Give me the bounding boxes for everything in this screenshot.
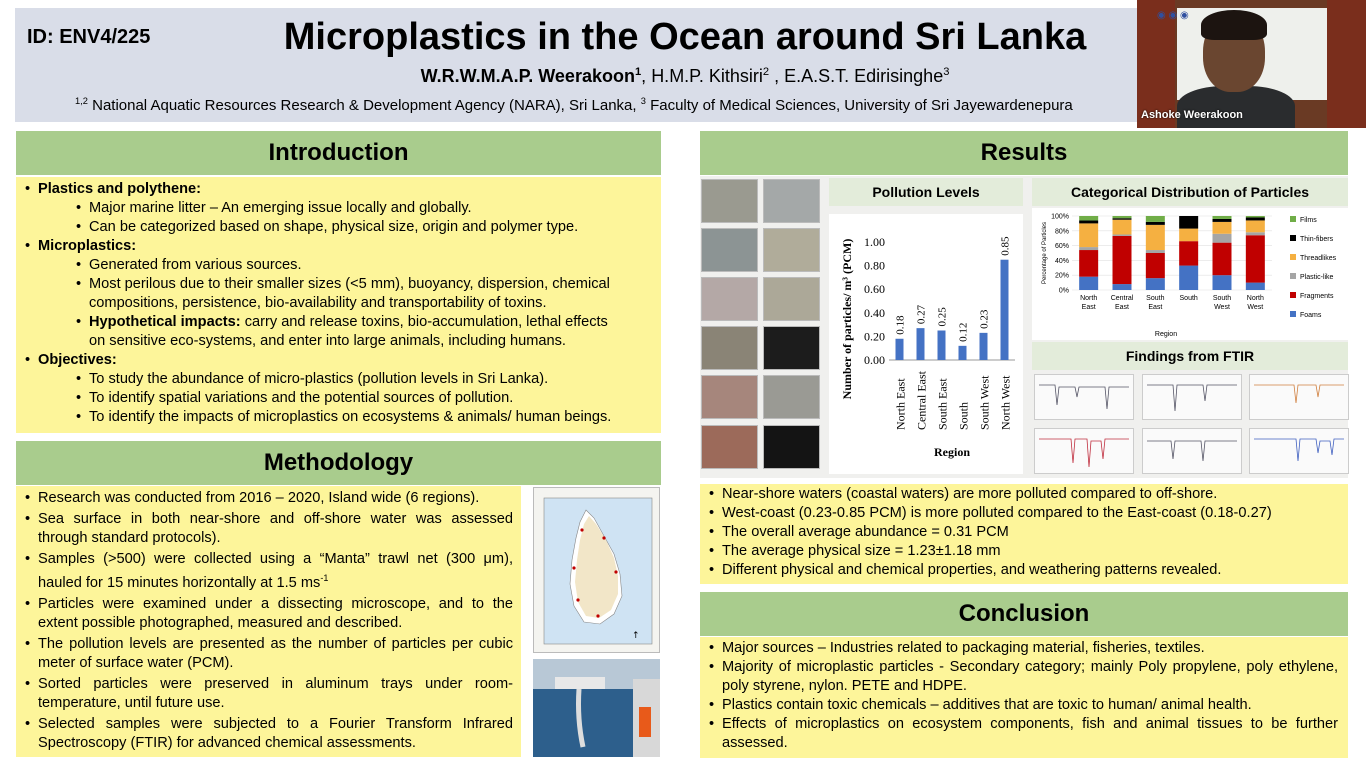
sample-photo bbox=[701, 425, 758, 469]
bar bbox=[917, 328, 925, 360]
stacked-bar-segment bbox=[1179, 241, 1198, 265]
author-1-sup: 1 bbox=[634, 66, 642, 78]
methodology-body bbox=[16, 486, 521, 757]
ftir-spectrum bbox=[1034, 374, 1134, 420]
author-3: E.A.S.T. Edirisinghe bbox=[784, 66, 944, 86]
x-tick-label: Central bbox=[1110, 295, 1134, 302]
legend-label: Thin-fibers bbox=[1300, 236, 1334, 243]
stacked-bar-segment bbox=[1113, 220, 1132, 235]
list-item: • To study the abundance of micro-plastics (pollution levels in Sri Lanka). bbox=[16, 370, 661, 389]
data-label: 0.23 bbox=[978, 309, 991, 329]
x-tick-label: North East bbox=[893, 378, 908, 430]
list-item: • Objectives: bbox=[16, 351, 661, 370]
bar bbox=[980, 333, 988, 360]
poster-id: ID: ENV4/225 bbox=[27, 26, 151, 48]
sample-photo bbox=[763, 375, 820, 419]
x-tick-label: North West bbox=[998, 375, 1013, 430]
bar bbox=[959, 346, 967, 360]
x-tick-label: North bbox=[1080, 295, 1098, 302]
legend-label: Films bbox=[1300, 217, 1317, 224]
list-item: • To identify the impacts of microplastics on ecosystems & animals/ human beings. bbox=[16, 408, 661, 427]
stacked-bar-segment bbox=[1146, 253, 1165, 278]
pollution-levels-title: Pollution Levels bbox=[829, 178, 1023, 206]
affil-2: Faculty of Medical Sciences, University of Sri Jayewardenepura bbox=[650, 97, 1073, 114]
stacked-bar-segment bbox=[1146, 216, 1165, 222]
stacked-bar-segment bbox=[1213, 275, 1232, 290]
list-item: • Research was conducted from 2016 – 2020, Island wide (6 regions). bbox=[16, 489, 521, 508]
legend-swatch bbox=[1290, 292, 1296, 298]
participant-video-tile[interactable] bbox=[1137, 0, 1366, 128]
conclusion-heading: Conclusion bbox=[700, 592, 1348, 636]
list-item: • Sea surface in both near-shore and off-shore water was assessed through standard protocols). bbox=[16, 510, 521, 548]
stacked-bar-segment bbox=[1113, 284, 1132, 290]
stacked-bar-segment bbox=[1079, 216, 1098, 220]
stacked-bar-segment bbox=[1146, 250, 1165, 253]
list-item: • Can be categorized based on shape, physical size, origin and polymer type. bbox=[16, 218, 661, 237]
x-tick-label: Central East bbox=[914, 371, 929, 430]
logo-icons: ◉ ◉ ◉ bbox=[1157, 10, 1189, 21]
x-tick-label: South bbox=[1179, 295, 1198, 302]
stacked-bar-segment bbox=[1246, 232, 1265, 235]
ftir-spectrum bbox=[1034, 428, 1134, 474]
affil-1: National Aquatic Resources Research & Development Agency (NARA), Sri Lanka, bbox=[92, 97, 637, 114]
stacked-bar-segment bbox=[1246, 235, 1265, 282]
author-2: H.M.P. Kithsiri bbox=[651, 66, 763, 86]
methodology-heading: Methodology bbox=[16, 441, 661, 485]
y-tick-label: 0.40 bbox=[864, 305, 885, 320]
video-person-hair bbox=[1201, 10, 1267, 40]
data-label: 0.27 bbox=[915, 304, 928, 325]
categorical-distribution-chart bbox=[1032, 208, 1348, 340]
video-background-curtain bbox=[1327, 0, 1366, 128]
ftir-findings-title: Findings from FTIR bbox=[1032, 342, 1348, 370]
categorical-distribution-title: Categorical Distribution of Particles bbox=[1032, 178, 1348, 206]
list-item: • Effects of microplastics on ecosystem components, fish and animal tissues to be further assessed. bbox=[700, 715, 1348, 753]
list-item: • Microplastics: bbox=[16, 237, 661, 256]
y-tick-label: 60% bbox=[1054, 243, 1069, 251]
legend-swatch bbox=[1290, 216, 1296, 222]
trawl-photo-graphic bbox=[533, 659, 660, 757]
x-tick-label: East bbox=[1081, 304, 1096, 311]
stacked-bar-segment bbox=[1179, 266, 1198, 290]
y-axis-label: Percentage of Particles bbox=[1042, 221, 1048, 285]
sample-photo bbox=[763, 179, 820, 223]
x-tick-label: West bbox=[1247, 304, 1264, 311]
author-1: W.R.W.M.A.P. Weerakoon bbox=[420, 66, 635, 86]
categorical-chart-frame bbox=[1032, 208, 1348, 340]
author-3-sup: 3 bbox=[943, 66, 950, 78]
legend-swatch bbox=[1290, 254, 1296, 260]
stacked-bar-segment bbox=[1079, 250, 1098, 277]
sample-photo bbox=[701, 179, 758, 223]
stacked-bar-segment bbox=[1079, 247, 1098, 250]
list-item: • Sorted particles were preserved in aluminum trays under room-temperature, until future use. bbox=[16, 675, 521, 713]
stacked-bar-segment bbox=[1213, 216, 1232, 219]
legend-swatch bbox=[1290, 311, 1296, 317]
y-tick-label: 0.00 bbox=[864, 353, 885, 367]
stacked-bar-segment bbox=[1213, 243, 1232, 276]
data-label: 0.12 bbox=[957, 322, 970, 342]
stacked-bar-segment bbox=[1079, 223, 1098, 247]
list-item: • Most perilous due to their smaller sizes (<5 mm), buoyancy, dispersion, chemical compositions, persistence, bio-availability and transportability of toxins. bbox=[16, 275, 661, 313]
stacked-bar-segment bbox=[1246, 283, 1265, 290]
x-tick-label: South East bbox=[935, 378, 950, 430]
authors: W.R.W.M.A.P. Weerakoon$^1$, H.M.P. Kithsiri$^2$ , E.A.S.T. Edirisinghe$^3$ bbox=[420, 66, 950, 86]
list-item: • Generated from various sources. bbox=[16, 256, 661, 275]
y-tick-label: 1.00 bbox=[864, 235, 885, 249]
list-item: • Different physical and chemical properties, and weathering patterns revealed. bbox=[700, 561, 1348, 580]
x-tick-label: South bbox=[1212, 295, 1232, 302]
x-axis-label: Region bbox=[1154, 331, 1178, 338]
y-tick-label: 0.20 bbox=[864, 329, 885, 344]
stacked-bar-segment bbox=[1113, 216, 1132, 218]
x-axis-label: Region bbox=[934, 445, 970, 459]
ftir-spectrum bbox=[1142, 374, 1242, 420]
x-tick-label: South bbox=[956, 401, 971, 430]
stacked-bar-segment bbox=[1179, 216, 1198, 229]
participant-name: Ashoke Weerakoon bbox=[1141, 109, 1243, 121]
ftir-spectrum bbox=[1249, 428, 1349, 474]
stacked-bar-segment bbox=[1213, 234, 1232, 243]
list-item: • Selected samples were subjected to a Fourier Transform Infrared Spectroscopy (FTIR) for advanced chemical assessments. bbox=[16, 715, 521, 753]
y-tick-label: 0.80 bbox=[864, 258, 885, 273]
list-item: • Plastics contain toxic chemicals – additives that are toxic to human/ animal health. bbox=[700, 696, 1348, 715]
sample-photo bbox=[701, 277, 758, 321]
data-label: 0.25 bbox=[936, 307, 949, 327]
list-item: • West-coast (0.23-0.85 PCM) is more polluted compared to the East-coast (0.18-0.27) bbox=[700, 504, 1348, 523]
x-tick-label: West bbox=[1214, 304, 1230, 311]
author-2-sup: 2 bbox=[762, 66, 770, 78]
legend-swatch bbox=[1290, 235, 1296, 241]
x-tick-label: South bbox=[1146, 295, 1165, 302]
legend-label: Fragments bbox=[1300, 293, 1334, 300]
legend-label: Plastic-like bbox=[1300, 274, 1334, 281]
trawl-net-photo bbox=[533, 659, 660, 757]
x-tick-label: East bbox=[1148, 304, 1163, 311]
results-figures bbox=[700, 176, 1348, 478]
list-item: • Near-shore waters (coastal waters) are more polluted compared to off-shore. bbox=[700, 485, 1348, 504]
y-axis-label: Number of particles/ m³ (PCM) bbox=[840, 238, 854, 400]
ftir-spectrum bbox=[1249, 374, 1349, 420]
stacked-bar-segment bbox=[1246, 220, 1265, 232]
conclusion-body bbox=[700, 637, 1348, 758]
map-graphic bbox=[534, 488, 659, 652]
results-heading: Results bbox=[700, 131, 1348, 175]
affil-sup-1: 1,2 bbox=[75, 96, 88, 106]
stacked-bar-segment bbox=[1246, 217, 1265, 220]
results-body bbox=[700, 484, 1348, 584]
legend-label: Foams bbox=[1300, 312, 1322, 319]
affil-sup-2: 3 bbox=[640, 96, 646, 106]
sample-photo bbox=[763, 425, 820, 469]
stacked-bar-segment bbox=[1146, 225, 1165, 250]
y-tick-label: 20% bbox=[1054, 272, 1069, 280]
list-item: • Particles were examined under a dissecting microscope, and to the extent possible photographed, measured and described. bbox=[16, 595, 521, 633]
list-item: • Major marine litter – An emerging issue locally and globally. bbox=[16, 199, 661, 218]
stacked-bar-segment bbox=[1079, 277, 1098, 290]
introduction-heading: Introduction bbox=[16, 131, 661, 175]
list-item: • Major sources – Industries related to packaging material, fisheries, textiles. bbox=[700, 639, 1348, 658]
stacked-bar-segment bbox=[1079, 220, 1098, 223]
list-item: • The average physical size = 1.23±1.18 mm bbox=[700, 542, 1348, 561]
stacked-bar-segment bbox=[1213, 222, 1232, 234]
sample-photo bbox=[763, 277, 820, 321]
y-tick-label: 0.60 bbox=[864, 282, 885, 297]
bar bbox=[938, 331, 946, 361]
x-tick-label: South West bbox=[977, 375, 992, 430]
stacked-bar-segment bbox=[1146, 222, 1165, 225]
list-item: • Hypothetical impacts: carry and release toxins, bio-accumulation, lethal effects on sensitive eco-systems, and enter into large animals, including humans. bbox=[16, 313, 661, 351]
affiliations bbox=[75, 96, 1135, 114]
stacked-bar-segment bbox=[1213, 219, 1232, 222]
y-tick-label: 100% bbox=[1051, 213, 1069, 221]
legend-swatch bbox=[1290, 273, 1296, 279]
pollution-levels-chart bbox=[829, 214, 1023, 474]
poster-title: Microplastics in the Ocean around Sri Lanka bbox=[283, 16, 1087, 58]
x-tick-label: East bbox=[1114, 304, 1130, 311]
list-item: • Majority of microplastic particles - Secondary category; mainly Poly propylene, poly ethylene, poly styrene, nylon. PETE and HDPE. bbox=[700, 658, 1348, 696]
data-label: 0.85 bbox=[999, 236, 1012, 256]
video-person-body bbox=[1177, 86, 1295, 128]
list-item: • Plastics and polythene: bbox=[16, 180, 661, 199]
list-item: • The overall average abundance = 0.31 PCM bbox=[700, 523, 1348, 542]
x-tick-label: North bbox=[1246, 295, 1264, 302]
y-tick-label: 40% bbox=[1054, 257, 1069, 265]
y-tick-label: 80% bbox=[1054, 228, 1069, 236]
list-item: • To identify spatial variations and the potential sources of pollution. bbox=[16, 389, 661, 408]
stacked-bar-segment bbox=[1113, 236, 1132, 284]
y-tick-label: 0% bbox=[1058, 287, 1069, 295]
ftir-spectrum bbox=[1142, 428, 1242, 474]
data-label: 0.18 bbox=[894, 315, 907, 335]
legend-label: Threadlikes bbox=[1300, 255, 1337, 262]
svg-text:↑: ↑ bbox=[632, 631, 640, 641]
sample-photo bbox=[701, 375, 758, 419]
stacked-bar-segment bbox=[1146, 278, 1165, 290]
pollution-chart-frame bbox=[829, 214, 1023, 474]
sample-photo bbox=[763, 228, 820, 272]
list-item: • The pollution levels are presented as the number of particles per cubic meter of surface water (PCM). bbox=[16, 635, 521, 673]
sample-photo bbox=[701, 326, 758, 370]
stacked-bar-segment bbox=[1113, 235, 1132, 236]
stacked-bar-segment bbox=[1246, 216, 1265, 217]
introduction-body bbox=[16, 177, 661, 433]
bar bbox=[896, 339, 904, 360]
stacked-bar-segment bbox=[1179, 229, 1198, 242]
stacked-bar-segment bbox=[1113, 218, 1132, 219]
sample-photo bbox=[701, 228, 758, 272]
bar bbox=[1001, 260, 1009, 360]
sample-photo bbox=[763, 326, 820, 370]
list-item: • Samples (>500) were collected using a “Manta” trawl net (300 μm), hauled for 15 minutes horizontally at 1.5 $ms^{-1}$ bbox=[16, 550, 521, 593]
sri-lanka-sampling-map bbox=[533, 487, 660, 653]
